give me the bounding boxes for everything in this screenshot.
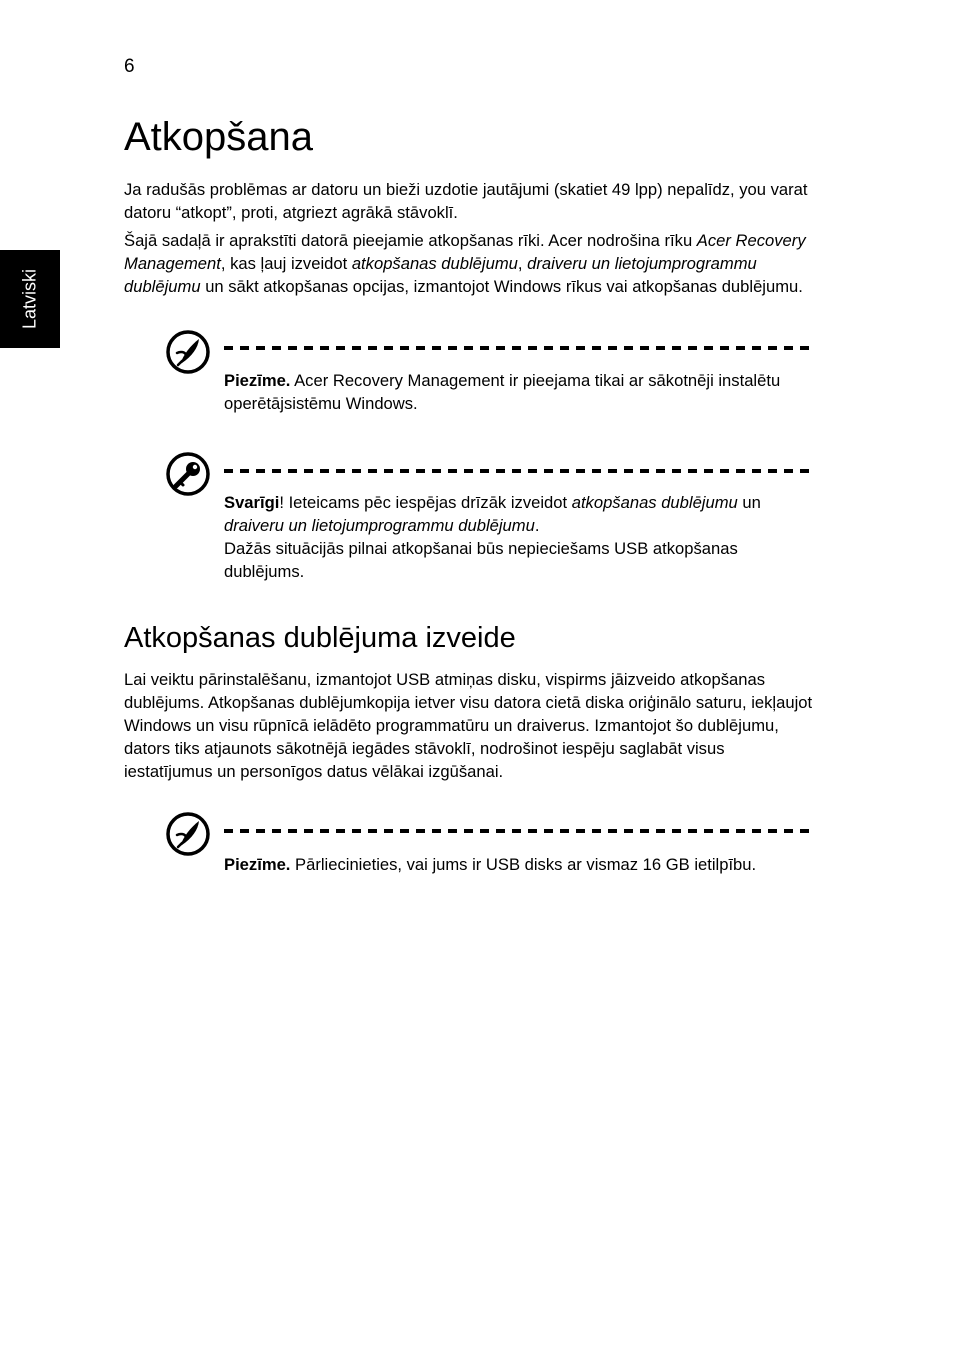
note-divider <box>224 346 810 350</box>
note-usb-capacity: Piezīme. Pārliecinieties, vai jums ir USB disks ar vismaz 16 GB ietilpību. <box>224 855 757 874</box>
backup-paragraph: Lai veiktu pārinstalēšanu, izmantojot USB atmiņas disku, vispirms jāizveido atkopšanas dublējums. Atkopšanas dublējumkopija ietver visu datora cietā diska oriģinālo saturu, iekļaujot Windows un visu rūpnīcā ielādēto programmatūru un draiverus. Izmantojot šo dublējumu, dators tiks atjaunots sākotnējā iegādes stāvoklī, nodrošinot iespēju saglabāt visus iestatījumus un personīgos datus vēlākai izgūšanai. <box>124 670 813 781</box>
page-title: Atkopšana <box>124 115 314 159</box>
note-pen-icon <box>166 330 210 374</box>
page-number: 6 <box>124 56 135 77</box>
important-divider <box>224 469 810 473</box>
intro-paragraph: Ja radušās problēmas ar datoru un bieži uzdotie jautājumi (skatiet 49 lpp) nepalīdz, you varat datoru “atkopt”, proti, atgriezt agrākā stāvoklī. <box>124 180 808 222</box>
note-divider <box>224 829 810 833</box>
language-side-tab <box>0 250 60 348</box>
note-recovery-management: Piezīme. Acer Recovery Management ir pieejama tikai ar sākotnēji instalētu operētājsistēmu Windows. <box>224 371 781 413</box>
language-tab-label: Latviski <box>19 268 40 330</box>
key-icon <box>166 452 210 496</box>
note-pen-icon <box>166 812 210 856</box>
important-notice: Svarīgi! Ieteicams pēc iespējas drīzāk izveidot atkopšanas dublējumu un draiveru un lietojumprogrammu dublējumu. Dažās situācijās pilnai atkopšanai būs nepieciešams USB atkopšanas dublējums. <box>224 493 761 581</box>
tools-paragraph: Šajā sadaļā ir aprakstīti datorā pieejamie atkopšanas rīki. Acer nodrošina rīku Acer Recovery Management, kas ļauj izveidot atkopšanas dublējumu, draiveru un lietojumprogrammu dublējumu un sākt atkopšanas opcijas, izmantojot Windows rīkus vai atkopšanas dublējumu. <box>124 231 806 296</box>
section-heading: Atkopšanas dublējuma izveide <box>124 622 516 654</box>
